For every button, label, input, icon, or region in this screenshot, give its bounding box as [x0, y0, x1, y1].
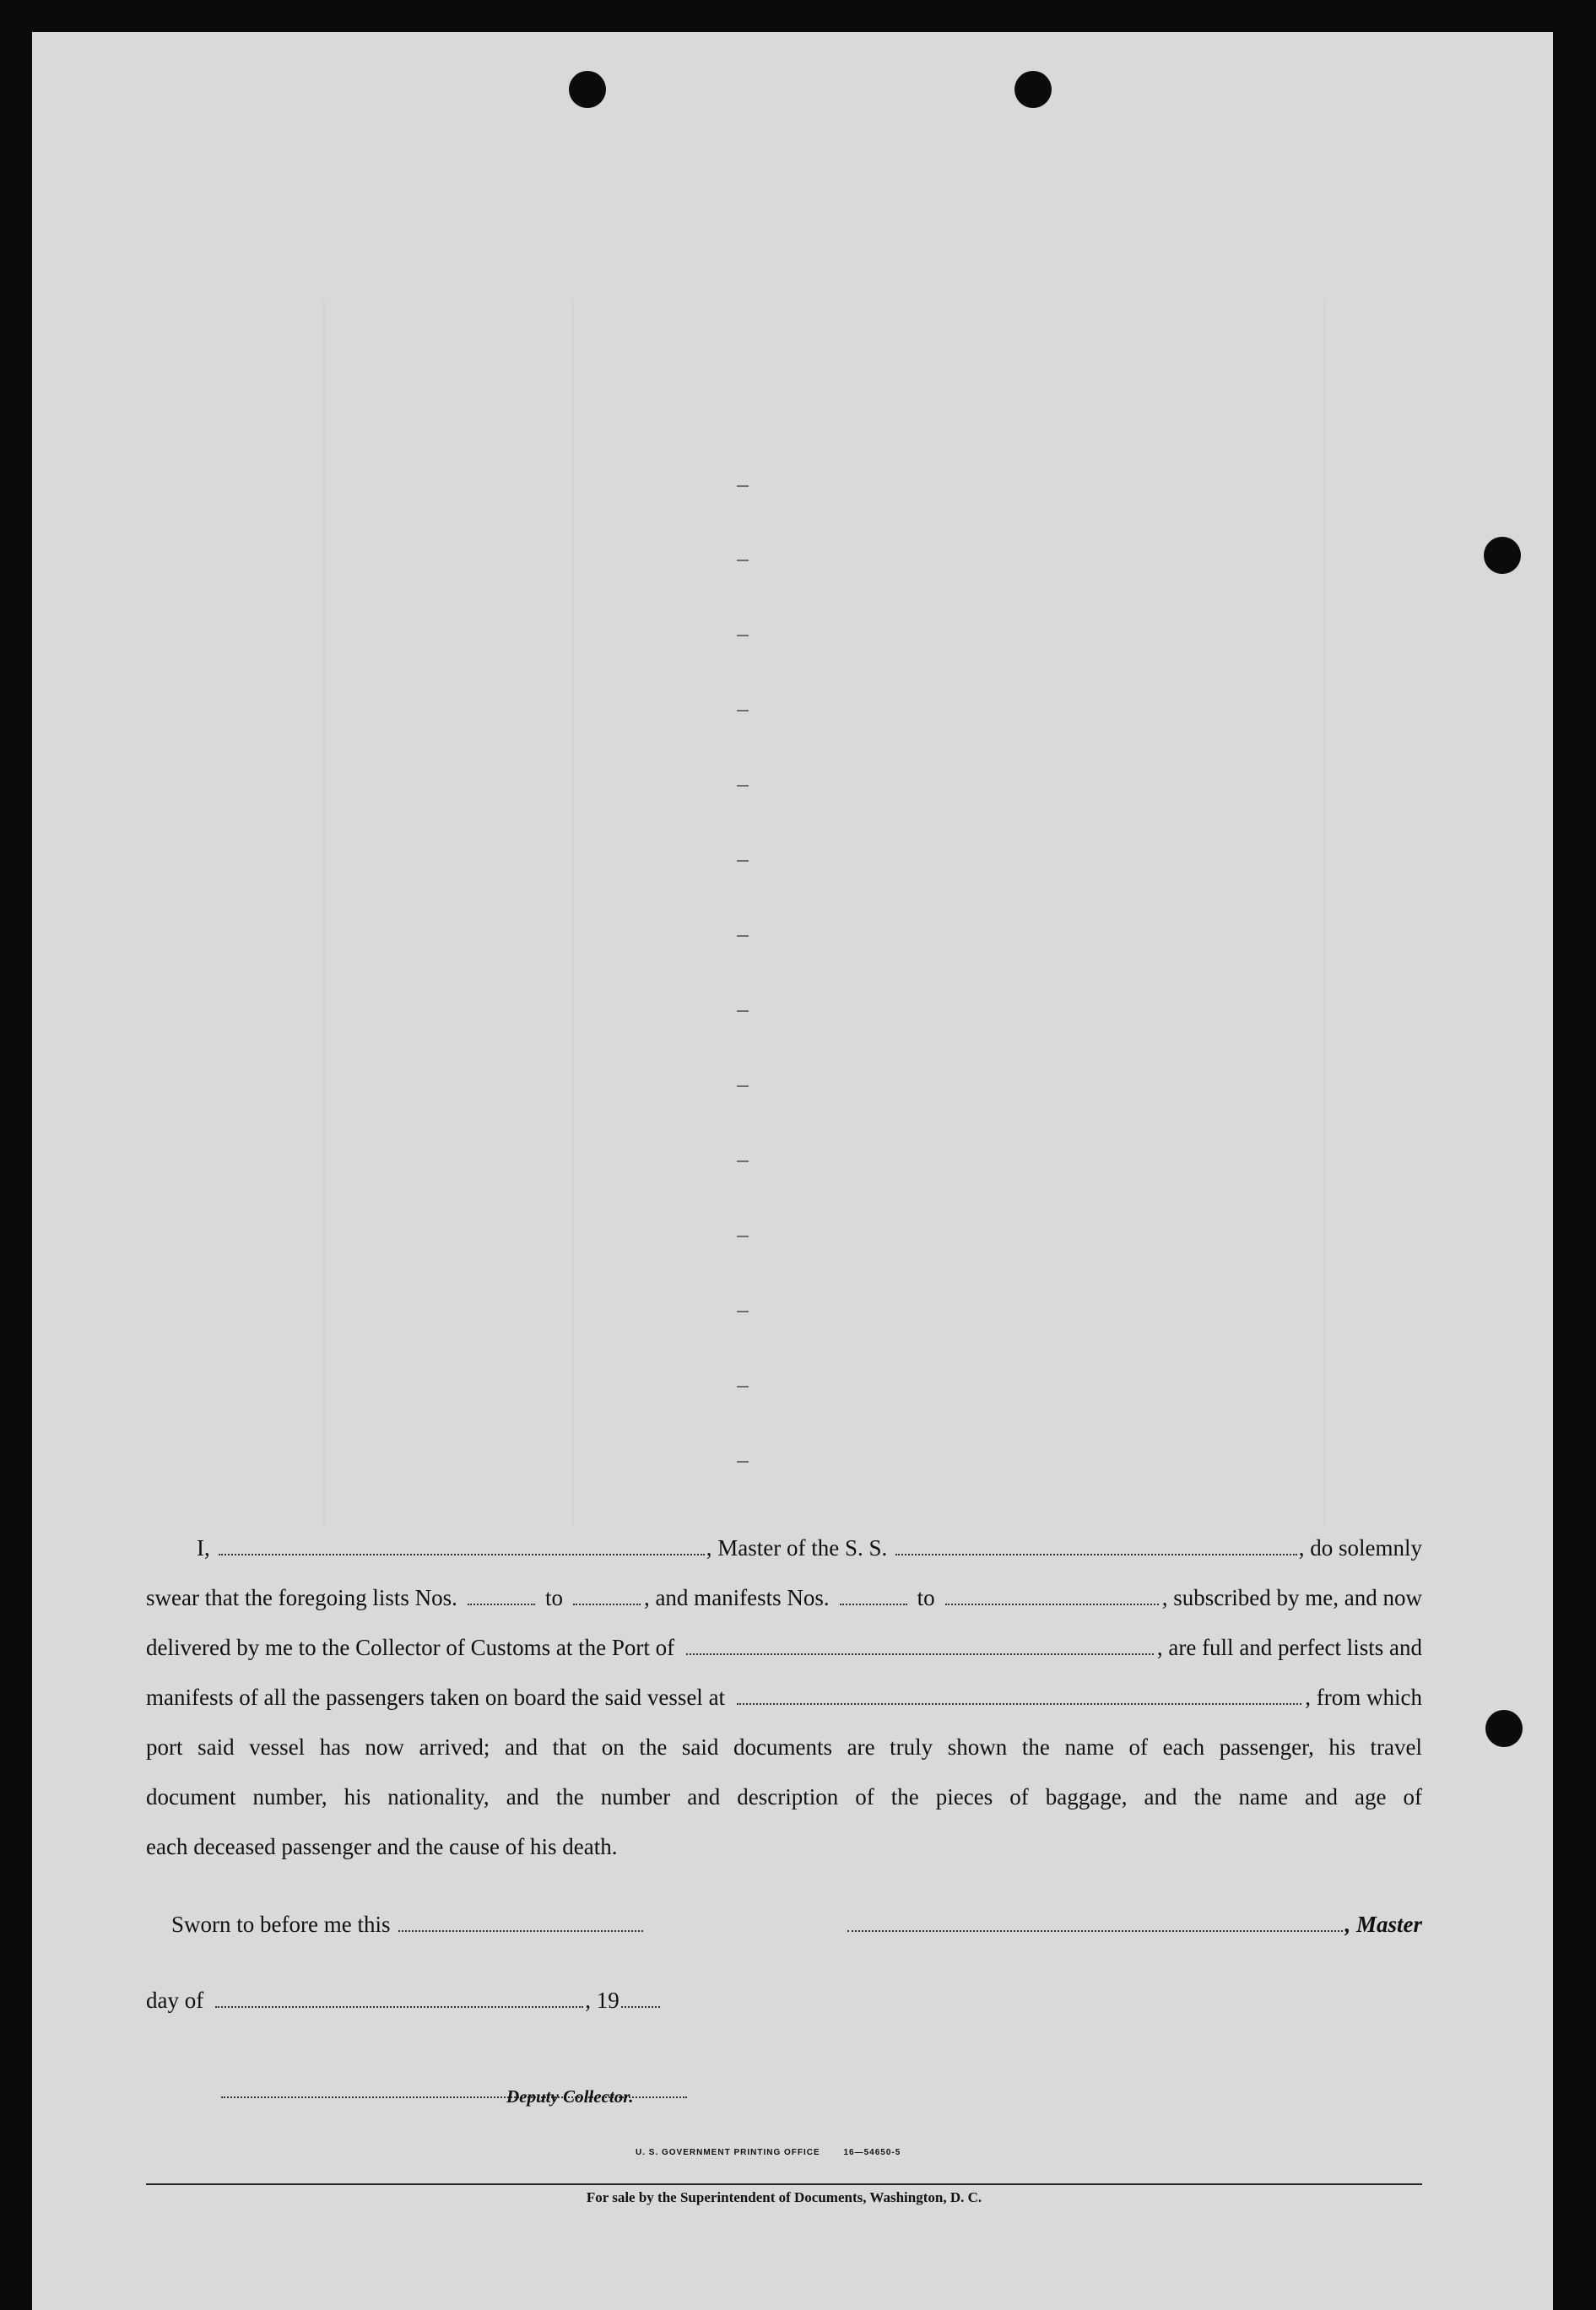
- row-dash: [737, 560, 749, 561]
- row-dash: [737, 935, 749, 937]
- oath-line-1: [146, 1534, 1422, 1561]
- row-dash: [737, 710, 749, 711]
- oath-text: manifests of all the passengers taken on board the said vessel at: [146, 1685, 726, 1710]
- form-number: 16—54650-5: [843, 2148, 901, 2157]
- row-dash: [737, 1160, 749, 1162]
- manifest-to-blank[interactable]: [945, 1588, 1159, 1605]
- row-dash: [737, 1386, 749, 1388]
- sworn-day-blank[interactable]: [398, 1915, 643, 1932]
- row-dash: [737, 1311, 749, 1312]
- port-blank[interactable]: [686, 1638, 1154, 1655]
- oath-line-3: [146, 1634, 1422, 1661]
- sale-notice: For sale by the Superintendent of Documents, Washington, D. C.: [586, 2189, 982, 2205]
- row-dash: [737, 1461, 749, 1463]
- manifest-from-blank[interactable]: [840, 1588, 907, 1605]
- month-blank[interactable]: [215, 1991, 583, 2008]
- row-dash: [737, 485, 749, 487]
- vessel-blank[interactable]: [895, 1539, 1297, 1555]
- oath-text: port said vessel has now arrived; and that on the said documents are truly shown the name of each passenger, his travel: [146, 1734, 1422, 1760]
- deputy-collector-label: Deputy Collector.: [506, 2086, 634, 2107]
- punch-hole: [1485, 1710, 1523, 1747]
- printing-office: U. S. GOVERNMENT PRINTING OFFICE: [636, 2148, 820, 2157]
- oath-text: , Master of the S. S.: [706, 1535, 888, 1561]
- row-dash: [737, 1010, 749, 1012]
- document-page: [32, 32, 1553, 2310]
- oath-text: to: [544, 1585, 563, 1610]
- oath-line-6: [146, 1783, 1422, 1810]
- oath-line-7: [146, 1833, 1422, 1860]
- embarkation-port-blank[interactable]: [737, 1688, 1301, 1705]
- name-blank[interactable]: [219, 1539, 705, 1555]
- oath-text: , are full and perfect lists and: [1156, 1635, 1422, 1660]
- day-of-label: day of: [146, 1988, 204, 2013]
- oath-line-2: [146, 1584, 1422, 1611]
- row-dash: [737, 785, 749, 787]
- punch-hole: [1014, 71, 1052, 108]
- row-dash: [737, 1236, 749, 1237]
- oath-text: to: [917, 1585, 935, 1610]
- oath-text: each deceased passenger and the cause of his death.: [146, 1834, 618, 1859]
- faded-column-rule: [1323, 302, 1325, 1526]
- master-signature-blank[interactable]: [847, 1915, 1343, 1932]
- oath-line-4: [146, 1684, 1422, 1711]
- oath-text: swear that the foregoing lists Nos.: [146, 1585, 457, 1610]
- oath-line-5: [146, 1734, 1422, 1761]
- row-dash: [737, 860, 749, 862]
- list-to-blank[interactable]: [573, 1588, 641, 1605]
- oath-text: , do solemnly: [1298, 1535, 1422, 1561]
- faded-column-rule: [572, 302, 574, 1526]
- oath-text: , from which: [1305, 1685, 1422, 1710]
- date-line: [146, 1987, 1422, 2014]
- sworn-line: [146, 1911, 1422, 1938]
- printing-office-imprint: [636, 2148, 901, 2157]
- list-from-blank[interactable]: [468, 1588, 535, 1605]
- row-dash: [737, 1085, 749, 1087]
- sworn-label: Sworn to before me this: [171, 1912, 391, 1937]
- oath-text: I,: [197, 1535, 210, 1561]
- row-dash: [737, 635, 749, 636]
- year-label: , 19: [585, 1988, 619, 2013]
- oath-text: , subscribed by me, and now: [1161, 1585, 1422, 1610]
- master-label: , Master: [1344, 1912, 1422, 1937]
- year-blank[interactable]: [621, 1991, 660, 2008]
- oath-text: document number, his nationality, and the number and description of the pieces of baggage, and the name and age of: [146, 1784, 1422, 1810]
- faded-column-rule: [323, 302, 325, 1526]
- oath-text: delivered by me to the Collector of Customs at the Port of: [146, 1635, 675, 1660]
- punch-hole: [569, 71, 606, 108]
- punch-hole: [1484, 537, 1521, 574]
- footer-rule: [146, 2183, 1422, 2185]
- oath-text: , and manifests Nos.: [643, 1585, 830, 1610]
